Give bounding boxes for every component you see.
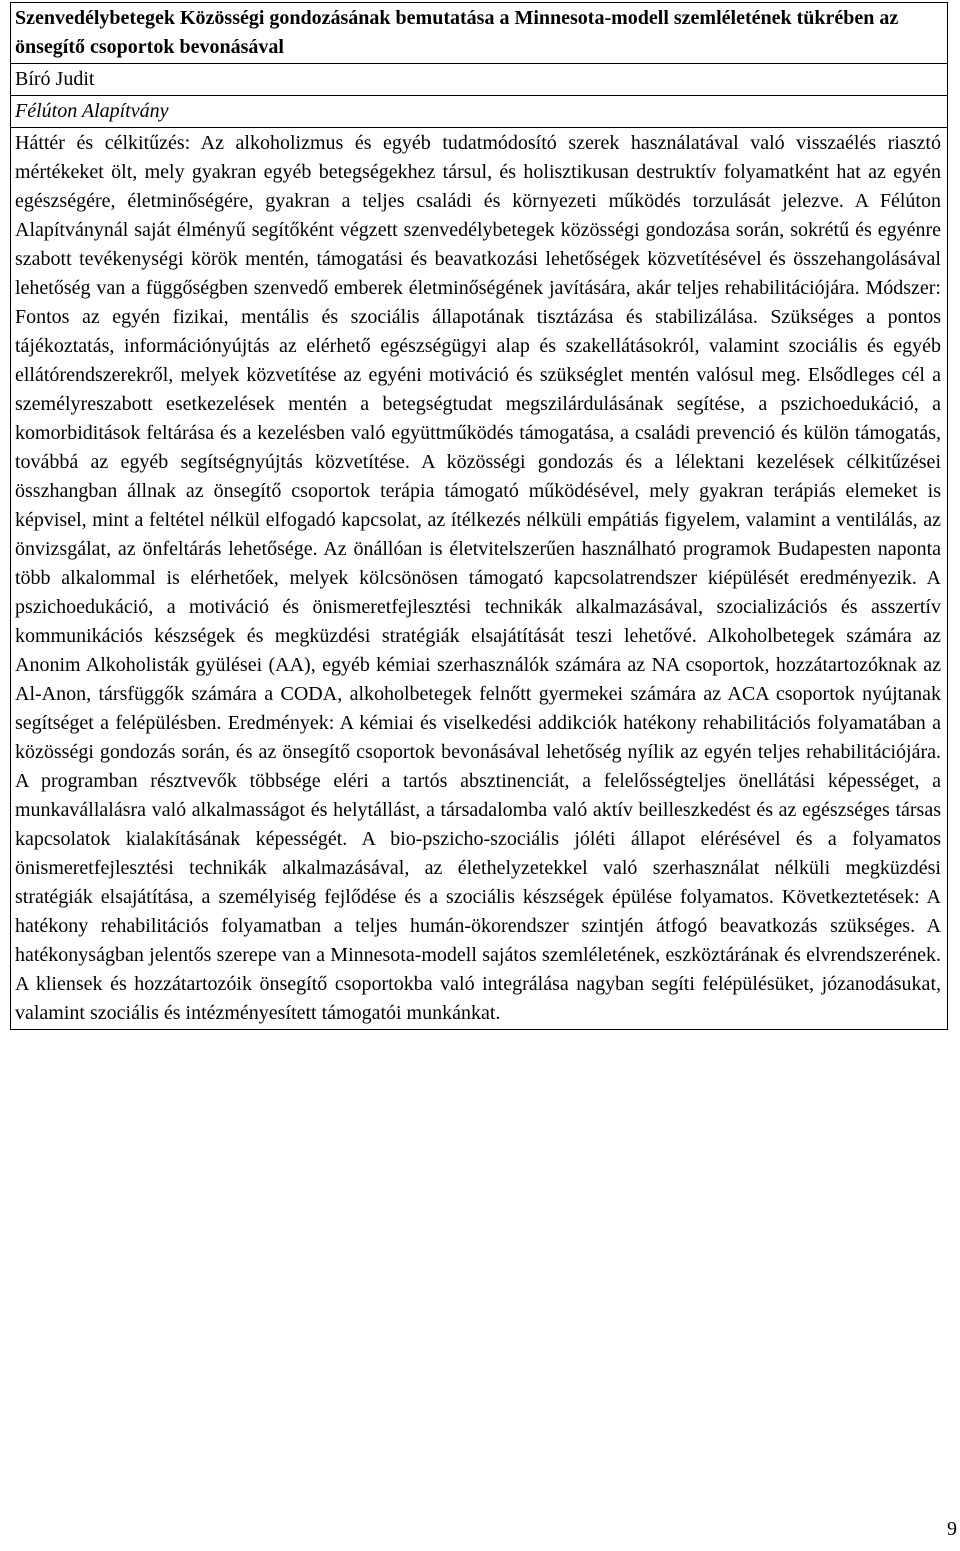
author-name: Bíró Judit — [11, 64, 948, 96]
affiliation-row — [11, 96, 948, 128]
abstract-body: Háttér és célkitűzés: Az alkoholizmus és egyéb tudatmódosító szerek használatával való visszaélés riasztó mértékeket ölt, mely gyakran egyéb betegségekhez társul, és holisztikusan destruktív folyamatként hat az egyén egészségére, életminőségére, gyakran a teljes családi és környezeti működés torzulását jelezve. A Félúton Alapítványnál saját élményű segítőként végzett szenvedélybetegek közösségi gondozása során, sokrétű és egyénre szabott tevékenységi körök mentén, támogatási és beavatkozási lehetőségek közvetítésével és összehangolásával lehetőség van a függőségben szenvedő emberek életminőségének javítására, akár teljes rehabilitációjára. Módszer: Fontos az egyén fizikai, mentális és szociális állapotának tisztázása és stabilizálása. Szükséges a pontos tájékoztatás, információnyújtás az elérhető egészségügyi alap és szakellátásokról, valamint szociális és egyéb ellátórendszerekről, melyek közvetítése az egyéni motiváció és szükséglet mentén valósul meg. Elsődleges cél a személyreszabott esetkezelések mentén a betegségtudat megszilárdulásának segítése, a pszichoedukáció, a komorbiditások feltárása és a kezelésben való együttműködés támogatása, a családi prevenció és külön támogatás, továbbá az egyéb segítségnyújtás közvetítése. A közösségi gondozás és a lélektani kezelések célkitűzései összhangban állnak az önsegítő csoportok terápia támogató működésével, mely gyakran terápiás elemeket is képvisel, mint a feltétel nélkül elfogadó kapcsolat, az ítélkezés nélküli empátiás figyelem, valamint a ventilálás, az önvizsgálat, az önfeltárás lehetősége. Az önállóan is életvitelszerűen használható programok Budapesten naponta több alkalommal is elérhetőek, melyek kölcsönösen támogató kapcsolatrendszer kiépülését eredményezik. A pszichoedukáció, a motiváció és önismeretfejlesztési technikák alkalmazásával, szocializációs és asszertív kommunikációs készségek és megküzdési stratégiák elsajátítását teszi lehetővé. Alkoholbetegek számára az Anonim Alkoholisták gyülései (AA), egyéb kémiai szerhasználók számára az NA csoportok, hozzátartozóknak az Al-Anon, társfüggők számára a CODA, alkoholbetegek felnőtt gyermekei számára az ACA csoportok nyújtanak segítséget a felépülésben. Eredmények: A kémiai és viselkedési addikciók hatékony rehabilitációs folyamatában a közösségi gondozás során, és az önsegítő csoportok bevonásával lehetőség nyílik az egyén teljes rehabilitációjára. A programban résztvevők többsége eléri a tartós absztinenciát, a felelősségteljes önellátási képességet, a munkavállalásra való alkalmasságot és helytállást, a társadalomba való aktív beilleszkedést és az egészséges társas kapcsolatok kialakításának képességét. A bio-pszicho-szociális jóléti állapot elérésével és a folyamatos önismeretfejlesztési technikák alkalmazásával, az élethelyzetekkel való szerhasználat nélküli megküzdési stratégiák elsajátítása, a személyiség fejlődése és a szociális készségek épülése folyamatos. Következtetések: A hatékony rehabilitációs folyamatban a teljes humán-ökorendszer szintjén átfogó beavatkozás szükséges. A hatékonyságban jelentős szerepe van a Minnesota-modell sajátos szemléletének, eszköztárának és elvrendszerének. A kliensek és hozzátartozóik önsegítő csoportokba való integrálása nagyban segíti felépülésüket, józanodásukat, valamint szociális és intézményesített támogatói munkánkat. — [15, 132, 941, 1024]
abstract-table — [10, 2, 948, 1030]
body-row — [11, 128, 948, 1030]
title-row — [11, 3, 948, 64]
abstract-title: Szenvedélybetegek Közösségi gondozásának bemutatása a Minnesota-modell szemléletének tükrében az önsegítő csoportok bevonásával — [15, 7, 899, 58]
title-cell — [11, 3, 948, 64]
body-cell — [11, 128, 948, 1030]
author-affiliation: Félúton Alapítvány — [11, 96, 948, 128]
author-row — [11, 64, 948, 96]
page-number: 9 — [947, 1518, 957, 1540]
